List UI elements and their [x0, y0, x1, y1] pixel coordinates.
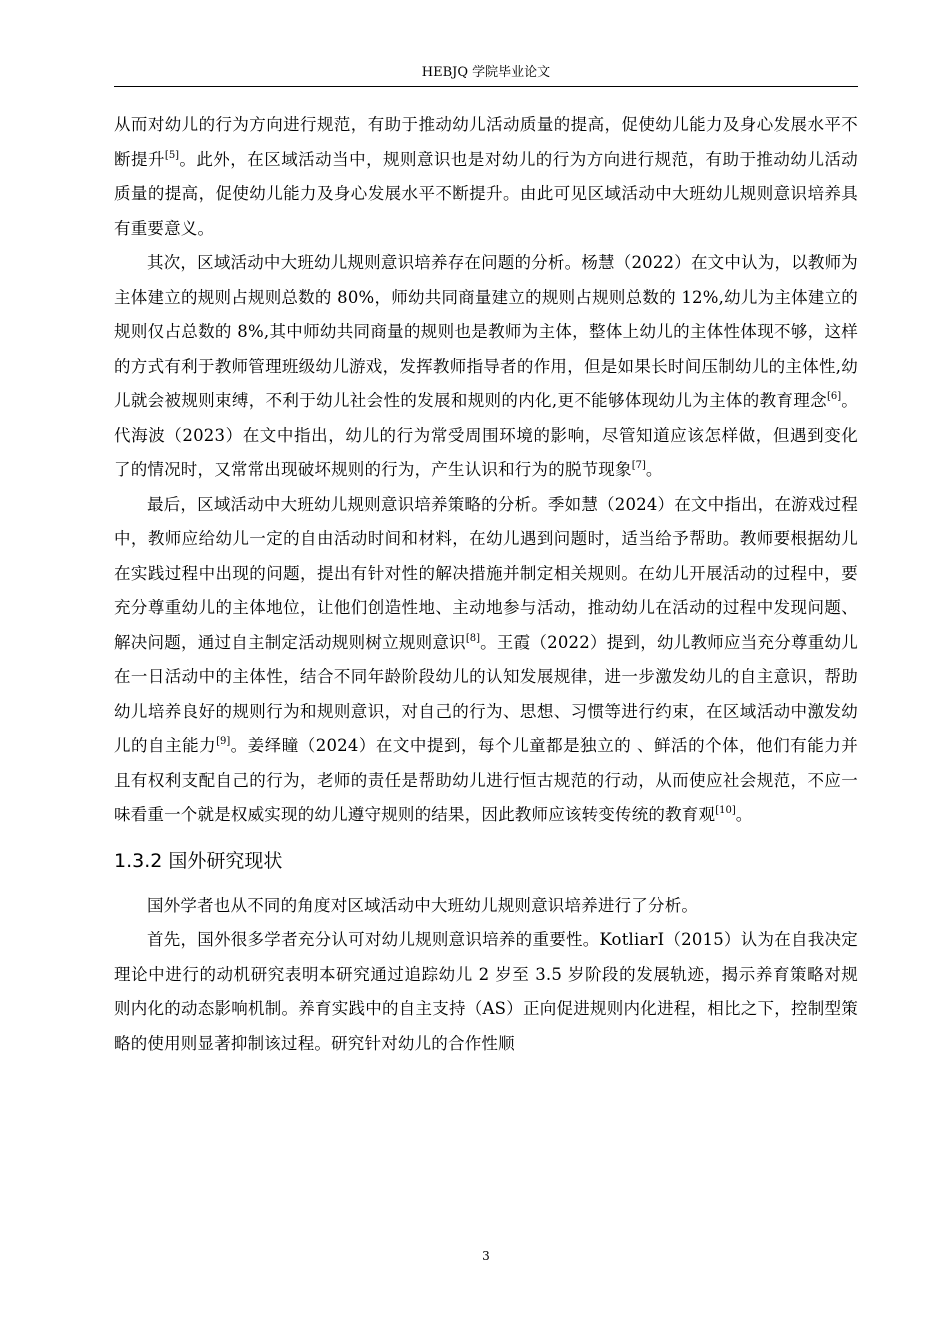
text-run: 其次，区域活动中大班幼儿规则意识培养存在问题的分析。杨慧（2022）在文中认为，以教师为主体建立的规则占规则总数的 80%，师幼共同商量建立的规则占规则总数的 12%,幼儿为主体建立的规则仅占总数的 8%,其中师幼共同商量的规则也是教师为主体，整体上幼儿的主体性体现不够，这样的方式有利于教师管理班级幼儿游戏，发挥教师指导者的作用，但是如果长时间压制幼儿的主体性,幼儿就会被规则束缚，不利于幼儿社会性的发展和规则的内化,更不能够体现幼儿为主体的教育理念: [114, 253, 858, 410]
paragraph-foreign-intro: 国外学者也从不同的角度对区域活动中大班幼儿规则意识培养进行了分析。: [147, 895, 699, 915]
text-run: 从而对幼儿的行为方向进行规范，有助于推动幼儿活动质量的提高，促使幼儿能力及身心发展水平不断提升: [114, 115, 858, 169]
text-run: 。: [735, 805, 753, 824]
citation-ref: [9]: [216, 736, 231, 747]
text-run: 。姜绎瞳（2024）在文中提到，每个儿童都是独立的 、鲜活的个体，他们有能力并且有权利支配自己的行为，老师的责任是帮助幼儿进行恒古规范的行动，从而使应社会规范，不应一味看重一个就是权威实现的幼儿遵守规则的结果，因此教师应该转变传统的教育观: [114, 736, 858, 824]
paragraph-problems: [114, 246, 858, 488]
page-number: 3: [482, 1249, 490, 1263]
text-run: 。: [645, 460, 663, 479]
citation-ref: [5]: [164, 149, 180, 161]
page-header: HEBJQ 学院毕业论文: [421, 65, 551, 80]
text-run: 。王霞（2022）提到，幼儿教师应当充分尊重幼儿在一日活动中的主体性，结合不同年龄阶段幼儿的认知发展规律，进一步激发幼儿的自主意识，帮助幼儿培养良好的规则行为和规则意识，对自己的行为、思想、习惯等进行约束，在区域活动中激发幼儿的自主能力: [114, 632, 859, 755]
text-run: 。代海波（2023）在文中指出，幼儿的行为常受周围环境的影响，尽管知道应该怎样做，但遇到变化了的情况时，又常常出现破坏规则的行为，产生认识和行为的脱节现象: [114, 391, 858, 479]
text-run: 。此外，在区域活动当中，规则意识也是对幼儿的行为方向进行规范，有助于推动幼儿活动质量的提高，促使幼儿能力及身心发展水平不断提升。由此可见区域活动中大班幼儿规则意识培养具有重要意义。: [114, 149, 858, 238]
header-rule: [114, 86, 858, 87]
citation-ref: [7]: [631, 460, 646, 471]
paragraph-foreign-importance: 首先，国外很多学者充分认可对幼儿规则意识培养的重要性。KotliarI（2015）认为在自我决定理论中进行的动机研究表明本研究通过追踪幼儿 2 岁至 3.5 岁阶段的发展轨迹，揭示养育策略对规则内化的动态影响机制。养育实践中的自主支持（AS）正向促进规则内化进程，相比之下，控制型策略的使用则显著抑制该过程。研究针对幼儿的合作性顺: [114, 930, 858, 1053]
page-body: [114, 108, 858, 1061]
citation-ref: [8]: [465, 632, 481, 644]
paragraph-strategies: [114, 488, 858, 833]
section-heading: 1.3.2 国外研究现状: [114, 849, 283, 872]
paragraph-continuation: [114, 108, 858, 246]
citation-ref: [6]: [826, 391, 842, 402]
text-run: 最后，区域活动中大班幼儿规则意识培养策略的分析。季如慧（2024）在文中指出，在游戏过程中，教师应给幼儿一定的自由活动时间和材料，在幼儿遇到问题时，适当给予帮助。教师要根据幼儿在实践过程中出现的问题，提出有针对性的解决措施并制定相关规则。在幼儿开展活动的过程中，要充分尊重幼儿的主体地位，让他们创造性地、主动地参与活动，推动幼儿在活动的过程中发现问题、解决问题，通过自主制定活动规则树立规则意识: [114, 494, 858, 652]
citation-ref: [10]: [715, 805, 736, 816]
